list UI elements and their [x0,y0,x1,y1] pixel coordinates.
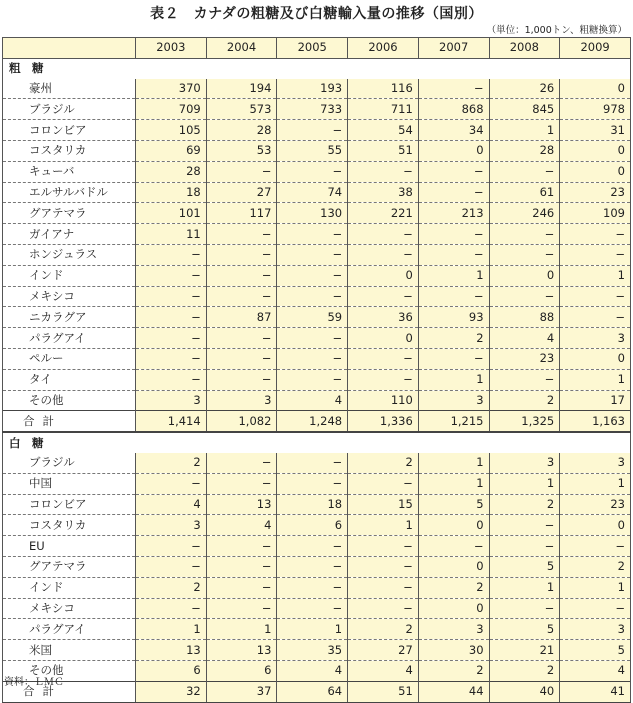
value-cell: 34 [418,120,489,141]
country-name: コロンビア [3,120,136,141]
value-cell: − [560,286,631,307]
value-cell: 1 [489,577,560,598]
value-cell: 3 [418,390,489,411]
value-cell: 2 [136,577,207,598]
value-cell: 23 [489,348,560,369]
table-row [3,265,631,286]
value-cell: 4 [136,494,207,515]
value-cell: 23 [560,182,631,203]
value-cell: 573 [206,99,277,120]
value-cell: 54 [348,120,419,141]
year-header: 2009 [560,38,631,59]
value-cell: − [418,161,489,182]
total-value-cell: 1,336 [348,411,419,432]
country-name: コスタリカ [3,515,136,536]
value-cell: − [277,286,348,307]
value-cell: − [418,348,489,369]
value-cell: 0 [418,556,489,577]
value-cell: − [489,224,560,245]
country-name: 豪州 [3,79,136,99]
value-cell: 0 [348,265,419,286]
value-cell: 87 [206,307,277,328]
country-name: その他 [3,390,136,411]
value-cell: 0 [348,328,419,349]
value-cell: 51 [348,140,419,161]
value-cell: 3 [418,619,489,640]
table-row [3,286,631,307]
value-cell: − [206,473,277,494]
value-cell: 26 [489,79,560,99]
total-value-cell: 64 [277,681,348,702]
value-cell: − [418,244,489,265]
value-cell: − [206,369,277,390]
value-cell: − [136,473,207,494]
value-cell: 1 [418,453,489,473]
section-label: 白 糖 [3,432,631,453]
value-cell: 2 [418,577,489,598]
value-cell: 2 [136,453,207,473]
value-cell: 55 [277,140,348,161]
value-cell: 61 [489,182,560,203]
value-cell: 4 [560,660,631,681]
value-cell: − [348,473,419,494]
value-cell: 4 [277,390,348,411]
value-cell: 35 [277,640,348,661]
value-cell: − [136,369,207,390]
country-name: ガイアナ [3,224,136,245]
value-cell: 4 [489,328,560,349]
value-cell: − [348,598,419,619]
total-value-cell: 51 [348,681,419,702]
value-cell: − [348,348,419,369]
country-name: その他 [3,660,136,681]
value-cell: − [418,224,489,245]
value-cell: − [560,244,631,265]
year-header: 2006 [348,38,419,59]
value-cell: 4 [277,660,348,681]
value-cell: 1 [418,369,489,390]
year-header: 2003 [136,38,207,59]
value-cell: 28 [136,161,207,182]
table-row [3,598,631,619]
table-row [3,203,631,224]
value-cell: 1 [277,619,348,640]
value-cell: − [206,265,277,286]
table-row [3,577,631,598]
value-cell: − [136,348,207,369]
value-cell: − [206,598,277,619]
value-cell: − [348,556,419,577]
value-cell: 5 [489,556,560,577]
table-row [3,660,631,681]
value-cell: 5 [489,619,560,640]
value-cell: 1 [560,577,631,598]
country-name: コロンビア [3,494,136,515]
table-row [3,515,631,536]
value-cell: − [348,161,419,182]
value-cell: 18 [136,182,207,203]
country-name: エルサルバドル [3,182,136,203]
value-cell: 28 [489,140,560,161]
value-cell: − [560,307,631,328]
value-cell: − [489,161,560,182]
value-cell: − [136,307,207,328]
country-name: メキシコ [3,598,136,619]
value-cell: 193 [277,79,348,99]
value-cell: 0 [560,79,631,99]
value-cell: − [348,369,419,390]
value-cell: 0 [560,515,631,536]
value-cell: 53 [206,140,277,161]
year-header: 2005 [277,38,348,59]
value-cell: − [277,161,348,182]
value-cell: − [348,577,419,598]
value-cell: − [277,536,348,557]
value-cell: − [206,286,277,307]
total-value-cell: 41 [560,681,631,702]
value-cell: 130 [277,203,348,224]
value-cell: 1 [136,619,207,640]
country-name: ブラジル [3,99,136,120]
value-cell: 1 [560,369,631,390]
value-cell: 1 [418,265,489,286]
value-cell: − [277,577,348,598]
value-cell: − [206,577,277,598]
table-row [3,348,631,369]
unit-note: （単位：1,000トン、粗糖換算） [486,25,627,36]
value-cell: − [348,536,419,557]
value-cell: 733 [277,99,348,120]
table-row [3,494,631,515]
value-cell: 1 [206,619,277,640]
value-cell: 370 [136,79,207,99]
value-cell: − [206,348,277,369]
country-name: キューバ [3,161,136,182]
value-cell: 3 [206,390,277,411]
header-corner [3,38,136,59]
value-cell: − [136,598,207,619]
value-cell: − [206,453,277,473]
value-cell: 2 [489,660,560,681]
section-label: 粗 糖 [3,58,631,78]
value-cell: 11 [136,224,207,245]
value-cell: 36 [348,307,419,328]
value-cell: 1 [560,473,631,494]
table-row [3,453,631,473]
country-name: コスタリカ [3,140,136,161]
value-cell: − [348,224,419,245]
country-name: ペルー [3,348,136,369]
value-cell: 38 [348,182,419,203]
value-cell: 0 [418,598,489,619]
value-cell: 0 [560,348,631,369]
value-cell: 221 [348,203,419,224]
country-name: インド [3,577,136,598]
value-cell: − [418,79,489,99]
table-row [3,390,631,411]
value-cell: − [489,244,560,265]
value-cell: − [136,265,207,286]
value-cell: − [489,286,560,307]
value-cell: 117 [206,203,277,224]
value-cell: 3 [560,619,631,640]
section-header-row [3,58,631,78]
value-cell: − [489,515,560,536]
value-cell: 2 [418,328,489,349]
value-cell: − [348,244,419,265]
value-cell: 246 [489,203,560,224]
country-name: グアテマラ [3,556,136,577]
year-header: 2007 [418,38,489,59]
value-cell: − [206,224,277,245]
value-cell: − [277,598,348,619]
total-value-cell: 1,082 [206,411,277,432]
source-note: 資料：ＬＭＣ [4,677,64,688]
value-cell: 93 [418,307,489,328]
value-cell: 2 [560,556,631,577]
table-row [3,473,631,494]
country-name: 中国 [3,473,136,494]
value-cell: − [206,161,277,182]
value-cell: − [489,536,560,557]
country-name: ニカラグア [3,307,136,328]
value-cell: − [560,224,631,245]
table-row [3,140,631,161]
value-cell: 109 [560,203,631,224]
value-cell: 13 [206,494,277,515]
total-value-cell: 32 [136,681,207,702]
country-name: メキシコ [3,286,136,307]
value-cell: − [136,244,207,265]
value-cell: − [348,286,419,307]
value-cell: 711 [348,99,419,120]
value-cell: − [418,182,489,203]
value-cell: 116 [348,79,419,99]
table-row [3,99,631,120]
value-cell: 4 [206,515,277,536]
value-cell: 2 [489,390,560,411]
table-row [3,556,631,577]
section-header-row [3,432,631,453]
country-name: パラグアイ [3,619,136,640]
value-cell: 13 [206,640,277,661]
value-cell: 110 [348,390,419,411]
value-cell: − [206,536,277,557]
value-cell: − [136,556,207,577]
table-row [3,619,631,640]
table-row [3,328,631,349]
value-cell: 3 [560,453,631,473]
value-cell: − [206,244,277,265]
value-cell: 978 [560,99,631,120]
value-cell: 0 [489,265,560,286]
total-value-cell: 1,325 [489,411,560,432]
value-cell: − [418,286,489,307]
value-cell: 868 [418,99,489,120]
value-cell: − [206,328,277,349]
value-cell: − [418,536,489,557]
value-cell: − [136,328,207,349]
table-row [3,224,631,245]
value-cell: 4 [348,660,419,681]
year-header: 2008 [489,38,560,59]
value-cell: − [277,473,348,494]
value-cell: − [277,224,348,245]
value-cell: − [277,369,348,390]
table-row [3,182,631,203]
value-cell: 13 [136,640,207,661]
value-cell: 23 [560,494,631,515]
table-row [3,79,631,99]
value-cell: 0 [560,140,631,161]
value-cell: 2 [489,494,560,515]
table-title: 表２ カナダの粗糖及び白糖輸入量の推移（国別） [150,6,483,22]
value-cell: 0 [418,140,489,161]
value-cell: 59 [277,307,348,328]
value-cell: 6 [277,515,348,536]
total-row [3,411,631,432]
table-row [3,161,631,182]
value-cell: − [277,348,348,369]
total-value-cell: 37 [206,681,277,702]
value-cell: 27 [348,640,419,661]
value-cell: − [277,556,348,577]
country-name: EU [3,536,136,557]
value-cell: − [560,598,631,619]
value-cell: 709 [136,99,207,120]
table-row [3,536,631,557]
value-cell: 30 [418,640,489,661]
country-name: グアテマラ [3,203,136,224]
value-cell: 2 [348,453,419,473]
value-cell: 3 [136,515,207,536]
year-header: 2004 [206,38,277,59]
value-cell: 1 [489,473,560,494]
total-row [3,681,631,702]
value-cell: 27 [206,182,277,203]
total-value-cell: 44 [418,681,489,702]
value-cell: 5 [560,640,631,661]
table-row [3,120,631,141]
value-cell: − [277,265,348,286]
total-value-cell: 40 [489,681,560,702]
value-cell: 5 [418,494,489,515]
value-cell: 213 [418,203,489,224]
value-cell: 69 [136,140,207,161]
total-label: 合計 [3,411,136,432]
total-value-cell: 1,414 [136,411,207,432]
value-cell: 1 [560,265,631,286]
value-cell: 17 [560,390,631,411]
table-row [3,640,631,661]
value-cell: 21 [489,640,560,661]
value-cell: 2 [348,619,419,640]
value-cell: 3 [136,390,207,411]
table-body [3,58,631,702]
value-cell: 18 [277,494,348,515]
value-cell: − [136,536,207,557]
value-cell: − [277,453,348,473]
country-name: ブラジル [3,453,136,473]
value-cell: − [206,556,277,577]
value-cell: 15 [348,494,419,515]
value-cell: 28 [206,120,277,141]
value-cell: − [560,536,631,557]
total-value-cell: 1,215 [418,411,489,432]
value-cell: 1 [348,515,419,536]
import-table [2,37,631,703]
value-cell: − [489,598,560,619]
total-value-cell: 1,248 [277,411,348,432]
table-row [3,307,631,328]
value-cell: 1 [489,120,560,141]
value-cell: − [277,120,348,141]
value-cell: 1 [418,473,489,494]
total-label: 合計 [3,681,136,702]
table-row [3,369,631,390]
country-name: 米国 [3,640,136,661]
value-cell: 2 [418,660,489,681]
value-cell: 101 [136,203,207,224]
value-cell: 74 [277,182,348,203]
country-name: ホンジュラス [3,244,136,265]
value-cell: 105 [136,120,207,141]
country-name: タイ [3,369,136,390]
value-cell: 0 [560,161,631,182]
value-cell: 3 [560,328,631,349]
value-cell: − [277,328,348,349]
value-cell: 194 [206,79,277,99]
value-cell: − [489,369,560,390]
value-cell: 3 [489,453,560,473]
total-value-cell: 1,163 [560,411,631,432]
value-cell: 0 [418,515,489,536]
header-row [3,38,631,59]
value-cell: − [277,244,348,265]
country-name: パラグアイ [3,328,136,349]
value-cell: 6 [136,660,207,681]
value-cell: − [136,286,207,307]
value-cell: 6 [206,660,277,681]
value-cell: 88 [489,307,560,328]
country-name: インド [3,265,136,286]
table-row [3,244,631,265]
value-cell: 31 [560,120,631,141]
value-cell: 845 [489,99,560,120]
